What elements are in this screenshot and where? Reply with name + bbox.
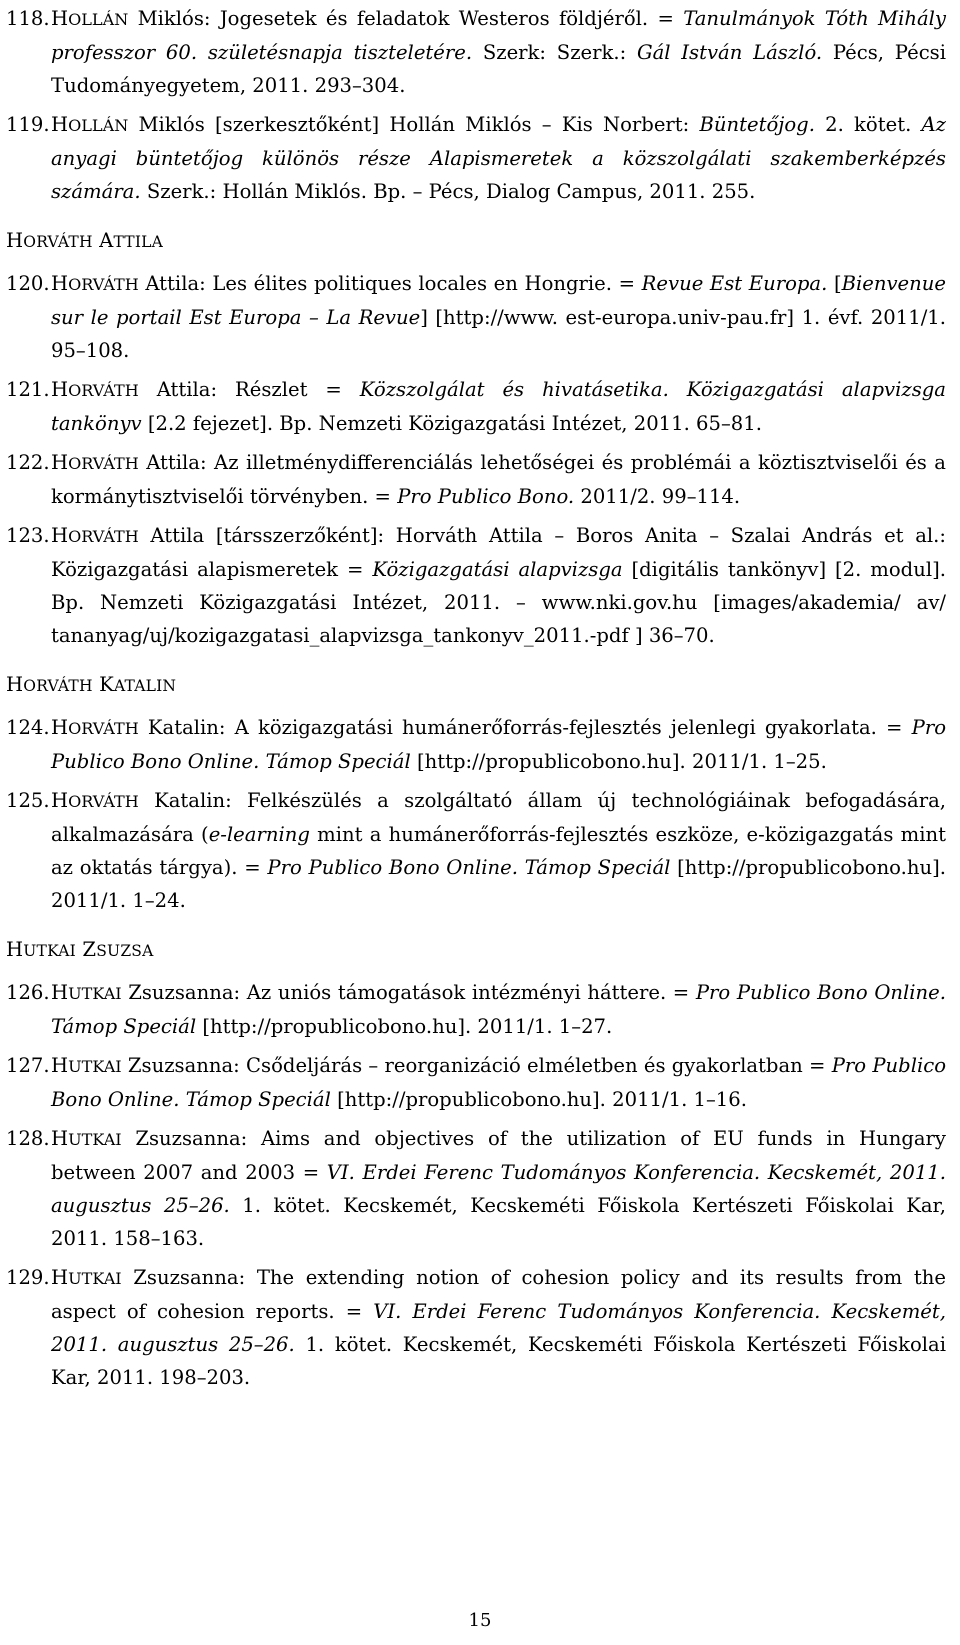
author-name: HORVÁTH: [51, 272, 139, 295]
author-name: HORVÁTH: [51, 716, 139, 739]
entry-text: HORVÁTH Katalin: Felkészülés a szolgáltató állam új technológiáinak befogadására, alkalmazására (e-learning mint a humánerőforrás-fejlesztés eszköze, e-közigazgatás mint az oktatás tárgya). = Pro Publico Bono Online. Támop Speciál [http://propublicobono.hu]. 2011/1. 1–24.: [51, 789, 946, 912]
entry-text: HOLLÁN Miklós [szerkesztőként] Hollán Miklós – Kis Norbert: Büntetőjog. 2. kötet. Az anyagi büntetőjog különös része Alapismeretek a közszolgálati szakemberképzés számára. Szerk.: Hollán Miklós. Bp. – Pécs, Dialog Campus, 2011. 255.: [51, 113, 946, 203]
entry-number: 125.: [6, 789, 50, 812]
list-item: [6, 519, 946, 652]
entry-number: 124.: [6, 716, 50, 739]
entry-number: 119.: [6, 113, 50, 136]
author-name: HUTKAI: [51, 1266, 122, 1289]
list-item: [6, 373, 946, 440]
entry-number: 118.: [6, 7, 50, 30]
entry-number: 123.: [6, 524, 50, 547]
entry-number: 127.: [6, 1054, 50, 1077]
list-item: [6, 446, 946, 513]
author-name: HUTKAI: [51, 1054, 122, 1077]
entry-number: 129.: [6, 1266, 50, 1289]
entry-text: HORVÁTH Attila: Les élites politiques locales en Hongrie. = Revue Est Europa. [Bienvenue sur le portail Est Europa – La Revue] [http://www. est-europa.univ-pau.fr] 1. évf. 2011/1. 95–108.: [51, 272, 946, 362]
entry-number: 120.: [6, 272, 50, 295]
list-item: [6, 784, 946, 917]
section-heading: HORVÁTH KATALIN: [6, 673, 177, 696]
entry-number: 126.: [6, 981, 50, 1004]
author-name: HOLLÁN: [51, 113, 129, 136]
author-name: HORVÁTH: [51, 378, 139, 401]
list-item: [6, 1122, 946, 1255]
entry-text: HORVÁTH Attila: Részlet = Közszolgálat és hivatásetika. Közigazgatási alapvizsga tankönyv [2.2 fejezet]. Bp. Nemzeti Közigazgatási Intézet, 2011. 65–81.: [51, 378, 946, 435]
author-name: HOLLÁN: [51, 7, 129, 30]
entry-text: HORVÁTH Attila: Az illetménydifferenciálás lehetőségei és problémái a köztisztviselői és a kormánytisztviselői törvényben. = Pro Publico Bono. 2011/2. 99–114.: [51, 451, 946, 508]
page-number: 15: [468, 1610, 492, 1631]
entry-text: HUTKAI Zsuzsanna: Az uniós támogatások intézményi háttere. = Pro Publico Bono Online. Támop Speciál [http://propublicobono.hu]. 2011/1. 1–27.: [51, 981, 947, 1038]
entry-number: 128.: [6, 1127, 50, 1150]
entry-text: HORVÁTH Attila [társszerzőként]: Horváth Attila – Boros Anita – Szalai András et al.: Közigazgatási alapismeretek = Közigazgatási alapvizsga [digitális tankönyv] [2. modul]. Bp. Nemzeti Közigazgatási Intézet, 2011. – www.nki.gov.hu [images/akademia/ av/ tananyag/uj/kozigazgatasi_alapvizsga_tankonyv_2011.-pdf ] 36–70.: [51, 524, 946, 647]
list-item: [6, 108, 946, 208]
author-name: HORVÁTH: [51, 789, 139, 812]
list-item: [6, 2, 946, 102]
entry-text: HUTKAI Zsuzsanna: Csődeljárás – reorganizáció elméletben és gyakorlatban = Pro Publico Bono Online. Támop Speciál [http://propublicobono.hu]. 2011/1. 1–16.: [51, 1054, 947, 1111]
section-heading: HUTKAI ZSUZSA: [6, 938, 154, 961]
list-item: [6, 1049, 946, 1116]
entry-number: 121.: [6, 378, 50, 401]
author-name: HUTKAI: [51, 1127, 122, 1150]
entry-text: HUTKAI Zsuzsanna: The extending notion of cohesion policy and its results from the aspect of cohesion reports. = VI. Erdei Ferenc Tudományos Konferencia. Kecskemét, 2011. augusztus 25–26. 1. kötet. Kecskemét, Kecskeméti Főiskola Kertészeti Főiskolai Kar, 2011. 198–203.: [51, 1266, 946, 1389]
author-name: HORVÁTH: [51, 524, 139, 547]
entry-text: HORVÁTH Katalin: A közigazgatási humánerőforrás-fejlesztés jelenlegi gyakorlata. = Pro Publico Bono Online. Támop Speciál [http://propublicobono.hu]. 2011/1. 1–25.: [51, 716, 946, 773]
author-name: HUTKAI: [51, 981, 122, 1004]
entry-text: HOLLÁN Miklós: Jogesetek és feladatok Westeros földjéről. = Tanulmányok Tóth Mihály professzor 60. születésnapja tiszteletére. Szerk: Szerk.: Gál István László. Pécs, Pécsi Tudományegyetem, 2011. 293–304.: [51, 7, 946, 97]
list-item: [6, 976, 946, 1043]
author-name: HORVÁTH: [51, 451, 139, 474]
list-item: [6, 1261, 946, 1394]
bibliography-list: [6, 2, 946, 1400]
list-item: [6, 267, 946, 367]
entry-text: HUTKAI Zsuzsanna: Aims and objectives of the utilization of EU funds in Hungary between 2007 and 2003 = VI. Erdei Ferenc Tudományos Konferencia. Kecskemét, 2011. augusztus 25–26. 1. kötet. Kecskemét, Kecskeméti Főiskola Kertészeti Főiskolai Kar, 2011. 158–163.: [51, 1127, 946, 1250]
section-heading: HORVÁTH ATTILA: [6, 229, 164, 252]
list-item: [6, 711, 946, 778]
entry-number: 122.: [6, 451, 50, 474]
